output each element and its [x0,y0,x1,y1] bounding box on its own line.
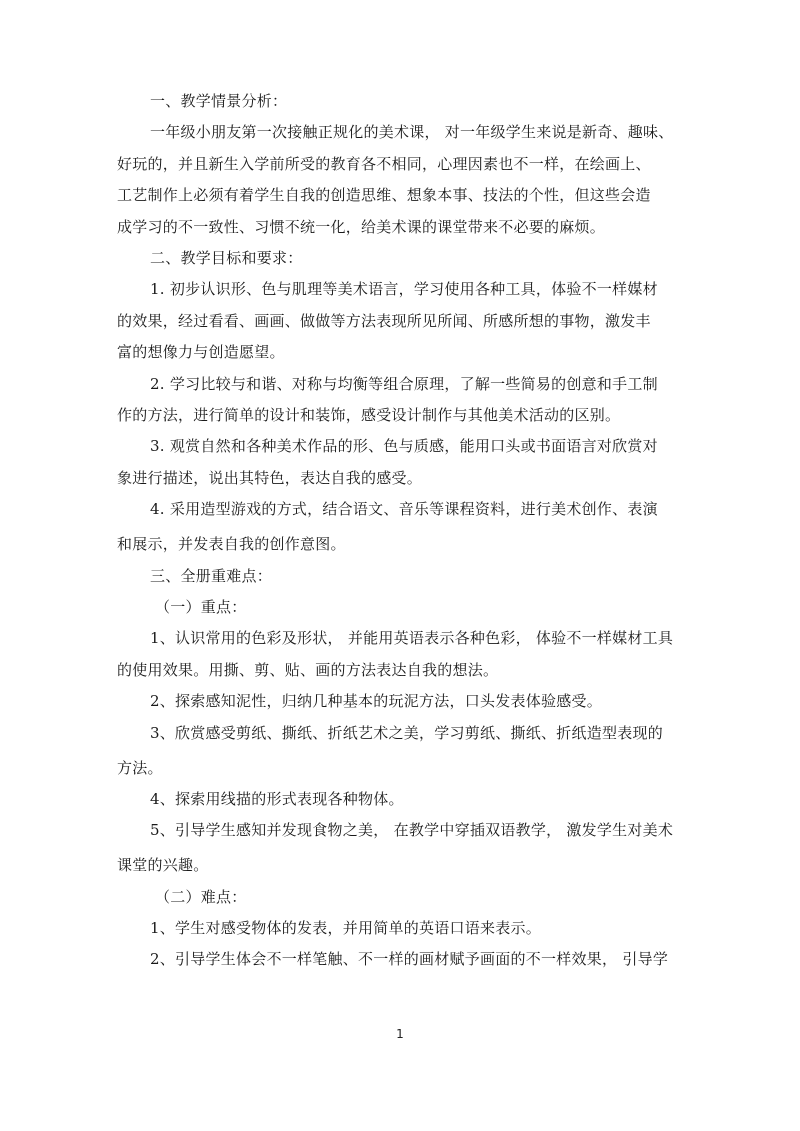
text-line: 课堂的兴趣。 [117,856,209,875]
text-line: 2、引导学生体会不一样笔触、不一样的画材赋予画面的不一样效果， 引导学 [150,950,669,969]
text-line: 三、全册重难点： [150,566,273,585]
text-line: 和展示，并发表自我的创作意图。 [117,535,346,554]
text-line: 2. 学习比较与和谐、对称与均衡等组合原理，了解一些简易的创意和手工制 [150,374,658,393]
text-line: 一年级小朋友第一次接触正规化的美术课， 对一年级学生来说是新奇、趣味、 [150,123,674,142]
text-line: （二）难点： [155,887,247,906]
text-line: 3、欣赏感受剪纸、撕纸、折纸艺术之美，学习剪纸、撕纸、折纸造型表现的 [150,723,664,742]
text-line: 4. 采用造型游戏的方式，结合语文、音乐等课程资料，进行美术创作、表演 [150,500,658,519]
text-line: 1、学生对感受物体的发表，并用简单的英语口语来表示。 [150,919,542,938]
text-line: 5、引导学生感知并发现食物之美， 在教学中穿插双语教学， 激发学生对美术 [150,821,674,840]
text-line: 3. 观赏自然和各种美术作品的形、色与质感，能用口头或书面语言对欣赏对 [150,437,658,456]
page-number: 1 [396,1027,404,1041]
text-line: 二、教学目标和要求： [150,249,303,268]
text-line: 方法。 [117,758,163,777]
text-line: （一）重点： [155,598,247,616]
text-line: 的效果，经过看看、画画、做做等方法表现所见所闻、所感所想的事物，激发丰 [117,311,651,330]
text-line: 好玩的，并且新生入学前所受的教育各不相同，心理因素也不一样，在绘画上、 [117,154,651,173]
text-line: 4、探索用线描的形式表现各种物体。 [150,789,404,808]
text-line: 1. 初步认识形、色与肌理等美术语言，学习使用各种工具，体验不一样媒材 [150,280,658,299]
text-line: 象进行描述，说出其特色，表达自我的感受。 [117,468,423,487]
text-line: 作的方法，进行简单的设计和装饰，感受设计制作与其他美术活动的区别。 [117,406,621,425]
text-line: 1、认识常用的色彩及形状， 并能用英语表示各种色彩， 体验不一样媒材工具 [150,629,674,648]
text-line: 成学习的不一致性、习惯不统一化，给美术课的课堂带来不必要的麻烦。 [117,217,606,236]
text-line: 工艺制作上必须有着学生自我的创造思维、想象本事、技法的个性，但这些会造 [117,186,651,205]
text-line: 的使用效果。用撕、剪、贴、画的方法表达自我的想法。 [117,660,499,679]
text-line: 富的想像力与创造愿望。 [117,343,285,362]
text-line: 2、探索感知泥性，归纳几种基本的玩泥方法，口头发表体验感受。 [150,692,603,711]
text-line: 一、教学情景分析： [150,92,288,110]
document-body [117,86,697,976]
